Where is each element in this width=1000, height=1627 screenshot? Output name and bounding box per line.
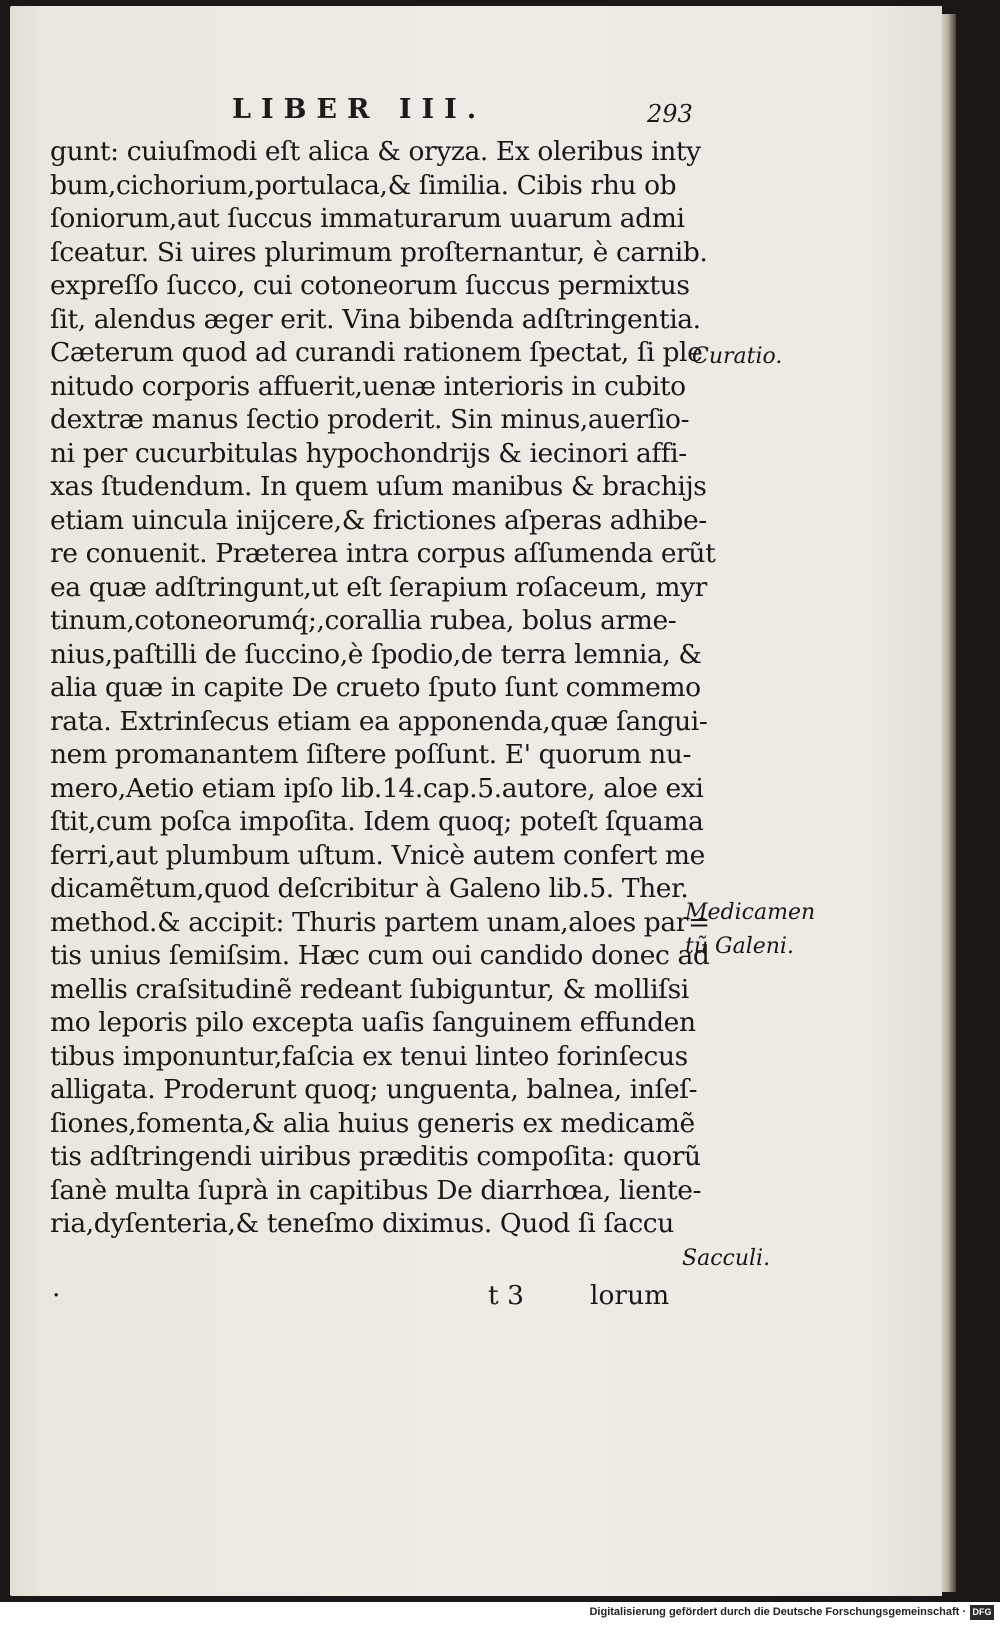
text-line: tibus imponuntur,faſcia ex tenui linteo forinſecus (50, 1040, 688, 1072)
text-line: nius,paſtilli de ſuccino,è ſpodio,de terra lemnia, & (50, 638, 702, 670)
text-line: Cæterum quod ad curandi rationem ſpectat, ſi ple (50, 337, 703, 368)
text-line: tinum,cotoneorumq́;,corallia rubea, bolus arme- (50, 605, 677, 636)
text-line: nem promanantem ſiſtere poſſunt. E' quorum nu- (50, 739, 692, 770)
text-line: ni per cucurbitulas hypochondrijs & iecinori affi- (50, 437, 687, 469)
text-line: nitudo corporis affuerit,uenæ interioris in cubito (50, 370, 686, 402)
text-line: tis unius ſemiſsim. Hæc cum oui candido donec ad (50, 940, 710, 971)
text-line: bum,cichorium,portulaca,& ſimilia. Cibis rhu ob (50, 169, 677, 201)
funding-credit: Digitalisierung gefördert durch die Deutsche Forschungsgemeinschaft · (589, 1606, 966, 1618)
text-line: alia quæ in capite De crueto ſputo ſunt commemo (50, 672, 701, 703)
text-line: re conuenit. Præterea intra corpus aſſumenda erũt (50, 538, 716, 569)
signature-dot: · (52, 1280, 61, 1311)
text-line: ferri,aut plumbum uſtum. Vnicè autem confert me (50, 839, 705, 871)
text-line: xas ſtudendum. In quem uſum manibus & brachijs (50, 471, 707, 502)
marginal-note-medicamen: Medicamen (685, 900, 816, 925)
page-edge (942, 14, 956, 1592)
text-line: mero,Aetio etiam ipſo lib.14.cap.5.autore, aloe exi (50, 772, 704, 804)
catchword: lorum (590, 1280, 670, 1311)
text-line: gunt: cuiuſmodi eſt alica & oryza. Ex oleribus inty (50, 136, 701, 167)
text-line: ſanè multa ſuprà in capitibus De diarrhœa, liente- (50, 1174, 702, 1206)
dfg-logo-icon: DFG (970, 1605, 994, 1620)
text-line: dextræ manus ſectio proderit. Sin minus,auerſio- (50, 404, 690, 435)
page-number: 293 (647, 100, 693, 128)
marginal-note-galeni: tũ Galeni. (685, 934, 794, 959)
marginal-note-sacculi: Sacculi. (682, 1246, 771, 1271)
text-line: tis adſtringendi uiribus præditis compoſita: quorũ (50, 1141, 701, 1172)
signature-mark: t 3 (488, 1280, 524, 1311)
running-head: LIBER III. (232, 94, 487, 125)
signature-line (0, 1280, 700, 1314)
text-line: alligata. Proderunt quoq; unguenta, balnea, inſeſ- (50, 1074, 698, 1105)
text-line: mellis craſsitudinẽ redeant ſubiguntur, & molliſsi (50, 973, 689, 1005)
text-line: method.& accipit: Thuris partem unam,aloes par= (50, 906, 710, 938)
text-line: mo leporis pilo excepta uaſis ſanguinem effunden (50, 1007, 696, 1038)
text-line: ſit, alendus æger erit. Vina bibenda adſtringentia. (50, 303, 701, 335)
text-line: ea quæ adſtringunt,ut eſt ſerapium roſaceum, myr (50, 571, 707, 603)
text-line: dicamẽtum,quod deſcribitur à Galeno lib.5. Ther. (50, 873, 689, 904)
text-line: ſoniorum,aut ſuccus immaturarum uuarum admi (50, 203, 685, 234)
text-line: ſtit,cum poſca impoſita. Idem quoq; poteſt ſquama (50, 806, 704, 837)
body-text (50, 135, 716, 1241)
text-line: expreſſo ſucco, cui cotoneorum ſuccus permixtus (50, 270, 690, 301)
marginal-note-curatio: Curatio. (692, 344, 783, 369)
text-line: etiam uincula inijcere,& frictiones aſperas adhibe- (50, 504, 707, 536)
text-line: ſiones,fomenta,& alia huius generis ex medicamẽ (50, 1107, 695, 1139)
text-line: rata. Extrinſecus etiam ea apponenda,quæ ſangui- (50, 705, 708, 737)
text-line: ria,dyſenteria,& teneſmo diximus. Quod ſi ſaccu (50, 1208, 674, 1239)
text-line: ſceatur. Si uires plurimum proſternantur, è carnib. (50, 236, 708, 268)
